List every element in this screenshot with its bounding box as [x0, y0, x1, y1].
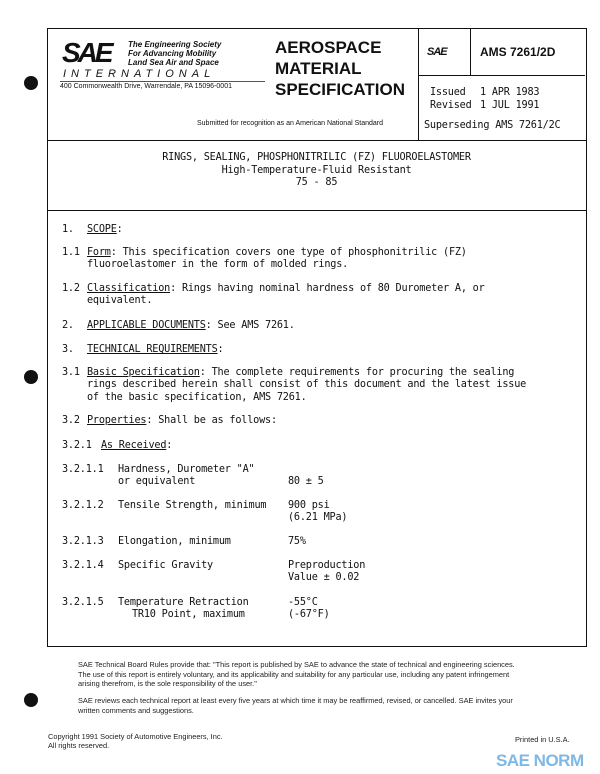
technical-board-notice: SAE Technical Board Rules provide that: "This report is published by SAE to advance the state of technical and engineering sciences. The use of this report is entirely voluntary, and its applicability and suitability for any particular use, including any patent infringement arising therefrom, is the sole responsibility of the user."	[78, 660, 515, 688]
sae-logo: SAE	[62, 37, 111, 68]
document-title: RINGS, SEALING, PHOSPHONITRILIC (FZ) FLUOROELASTOMER High-Temperature-Fluid Resistant 75 - 85	[162, 152, 471, 188]
sae-norm-watermark: SAE NORM	[496, 751, 584, 770]
divider	[418, 28, 419, 140]
document-type-title: AEROSPACE MATERIAL SPECIFICATION	[275, 38, 406, 99]
punch-hole	[24, 693, 38, 707]
document-number: AMS 7261/2D	[480, 45, 556, 59]
society-tagline: The Engineering Society For Advancing Mobility Land Sea Air and Space	[128, 40, 222, 67]
ansi-note: Submitted for recognition as an American National Standard	[197, 120, 383, 127]
superseding: Superseding AMS 7261/2C	[424, 120, 561, 131]
review-notice: SAE reviews each technical report at least every five years at which time it may be reaffirmed, revised, or cancelled. SAE invites your written comments and suggestions.	[78, 696, 513, 715]
divider	[418, 75, 585, 76]
international-wordmark: INTERNATIONAL	[63, 68, 216, 80]
address: 400 Commonwealth Drive, Warrendale, PA 15096-0001	[60, 83, 232, 90]
punch-hole	[24, 76, 38, 90]
divider	[47, 140, 586, 141]
copyright: Copyright 1991 Society of Automotive Engineers, Inc. All rights reserved.	[48, 732, 223, 750]
printed-in: Printed in U.S.A.	[515, 735, 570, 744]
divider	[47, 210, 586, 211]
sae-small-logo: SAE	[427, 46, 447, 58]
document-page: SAE The Engineering Society For Advancing Mobility Land Sea Air and Space INTERNATIONAL 400 Commonwealth Drive, Warrendale, PA 15096-0001 AEROSPACE MATERIAL SPECIFICATION Submitted for recognition as an American National Standard SAE AMS 7261/2D Issued 1 APR 1983 Revised 1 JUL 1991 Superseding AMS 7261/2C RINGS, SEALING, PHOSPHONITRILIC (FZ) FLUOROELASTOMER High-Temperature-Fluid Resistant 75 - 85 1. SCOPE: 1.1 Form: This specification covers one type of phosphonitrilic (FZ) fluoroelastomer in the form of molded rings. 1.2 Classification: Rings having nominal hardness of 80 Durometer A, or equivalent. 2. APPLICABLE DOCUMENTS: See AMS 7261. 3. TECHNICAL REQUIREMENTS: 3.1 Basic Specification: The complete requirements for procuring the sealing rings described herein shall consist of this document and the latest issue of the basic specification, AMS 7261. 3.2 Properties: Shall be as follows: 3.2.1 As Received: 3.2.1.1 Hardness, Durometer "A" or equivalent 80 ± 5 3.2.1.2 Tensile Strength, minimum 900 psi (6.21 MPa) 3.2.1.3 Elongation, minimum 75% 3.2.1.4 Specific Gravity Preproduction Value ± 0.02 3.2.1.5 Temperature Retraction TR10 Point, maximum -55°C (-67°F) SAE Technical Board Rules provide that: "This report is published by SAE to advance the state of technical and engineering sciences. The use of this report is entirely voluntary, and its applicability and suitability for any particular use, including any patent infringement arising therefrom, is the sole responsibility of the user." SAE reviews each technical report at least every five years at which time it may be reaffirmed, revised, or cancelled. SAE invites your written comments and suggestions. Copyright 1991 Society of Automotive Engineers, Inc. All rights reserved. Printed in U.S.A. SAE NORM	[0, 0, 600, 774]
divider	[60, 81, 265, 82]
punch-hole	[24, 370, 38, 384]
issue-dates: Issued 1 APR 1983 Revised 1 JUL 1991	[430, 87, 540, 111]
divider	[470, 28, 471, 75]
